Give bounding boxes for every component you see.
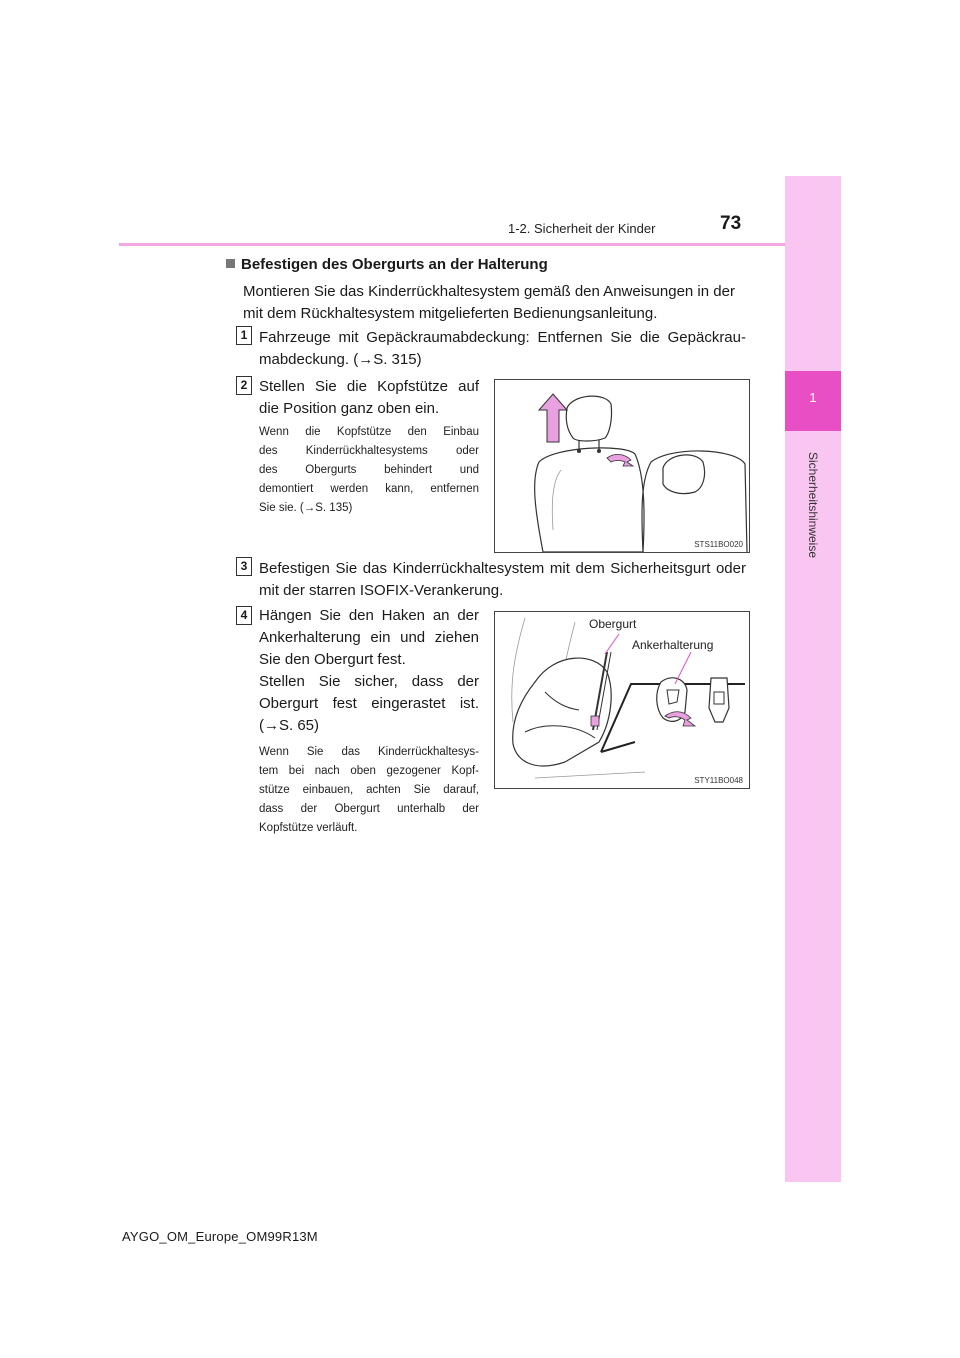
- note-line: demontiert werden kann, entfernen: [259, 483, 479, 495]
- note-line: dass der Obergurt unterhalb der: [259, 803, 479, 815]
- note-line: des Obergurts behindert und: [259, 464, 479, 476]
- step-number-1: 1: [236, 326, 252, 345]
- note-line: Kopfstütze verläuft.: [259, 822, 358, 834]
- step-4-line: (→S. 65): [259, 717, 320, 734]
- headrest-figure: [494, 379, 750, 553]
- step-4-line: Hängen Sie den Haken an der: [259, 607, 479, 624]
- square-bullet-icon: [226, 259, 235, 268]
- intro-line: Montieren Sie das Kinderrückhaltesystem gemäß den Anweisungen in der: [243, 283, 735, 300]
- section-heading: [226, 256, 548, 273]
- figure-code: STY11BO048: [694, 776, 743, 785]
- step-4-line: Obergurt fest eingerastet ist.: [259, 695, 479, 712]
- step-1-text: [259, 327, 746, 371]
- step-4-line: Sie den Obergurt fest.: [259, 651, 406, 668]
- label-top-strap: Obergurt: [589, 617, 637, 631]
- step-2-note: [259, 423, 479, 518]
- step-2-text: [259, 376, 479, 420]
- step-number-2: 2: [236, 376, 252, 395]
- anchor-figure: [494, 611, 750, 789]
- figure-code: STS11BO020: [694, 540, 743, 549]
- header-rule: [119, 243, 785, 246]
- step-1-line: mabdeckung. (→S. 315): [259, 351, 422, 368]
- note-line: stütze einbauen, achten Sie darauf,: [259, 784, 479, 796]
- step-3-line: Befestigen Sie das Kinderrückhaltesystem mit dem Sicherheitsgurt oder: [259, 560, 746, 577]
- side-tab-label: Sicherheitshinweise: [806, 451, 820, 559]
- note-line: des Kinderrückhaltesystems oder: [259, 445, 479, 457]
- side-tab-strip: [785, 176, 841, 1182]
- step-number-3: 3: [236, 557, 252, 576]
- step-4-note: [259, 743, 479, 838]
- section-heading-text: Befestigen des Obergurts an der Halterung: [241, 256, 548, 273]
- note-line: tem bei nach oben gezogener Kopf-: [259, 765, 479, 777]
- page-number: 73: [720, 213, 742, 234]
- step-2-line: die Position ganz oben ein.: [259, 400, 440, 417]
- label-anchor: Ankerhalterung: [632, 638, 714, 652]
- side-tab-number: 1: [809, 390, 817, 405]
- step-3-text: [259, 558, 746, 602]
- step-number-4: 4: [236, 606, 252, 625]
- section-title: 1-2. Sicherheit der Kinder: [508, 221, 656, 236]
- step-2-line: Stellen Sie die Kopfstütze auf: [259, 378, 479, 395]
- step-1-line: Fahrzeuge mit Gepäckraumabdeckung: Entfernen Sie die Gepäckrau-: [259, 329, 746, 346]
- note-line: Wenn die Kopfstütze den Einbau: [259, 426, 479, 438]
- footer-doc-id: AYGO_OM_Europe_OM99R13M: [122, 1229, 318, 1244]
- step-4-line: Ankerhalterung ein und ziehen: [259, 629, 479, 646]
- intro-line: mit dem Rückhaltesystem mitgelieferten Bedienungsanleitung.: [243, 305, 658, 322]
- note-line: Wenn Sie das Kinderrückhaltesys-: [259, 746, 479, 758]
- step-3-line: mit der starren ISOFIX-Verankerung.: [259, 582, 504, 599]
- step-4-text: [259, 605, 479, 737]
- note-line: Sie sie. (→S. 135): [259, 502, 353, 514]
- headrest-illustration: [495, 380, 749, 552]
- step-4-line: Stellen Sie sicher, dass der: [259, 673, 479, 690]
- intro-text: [243, 281, 745, 325]
